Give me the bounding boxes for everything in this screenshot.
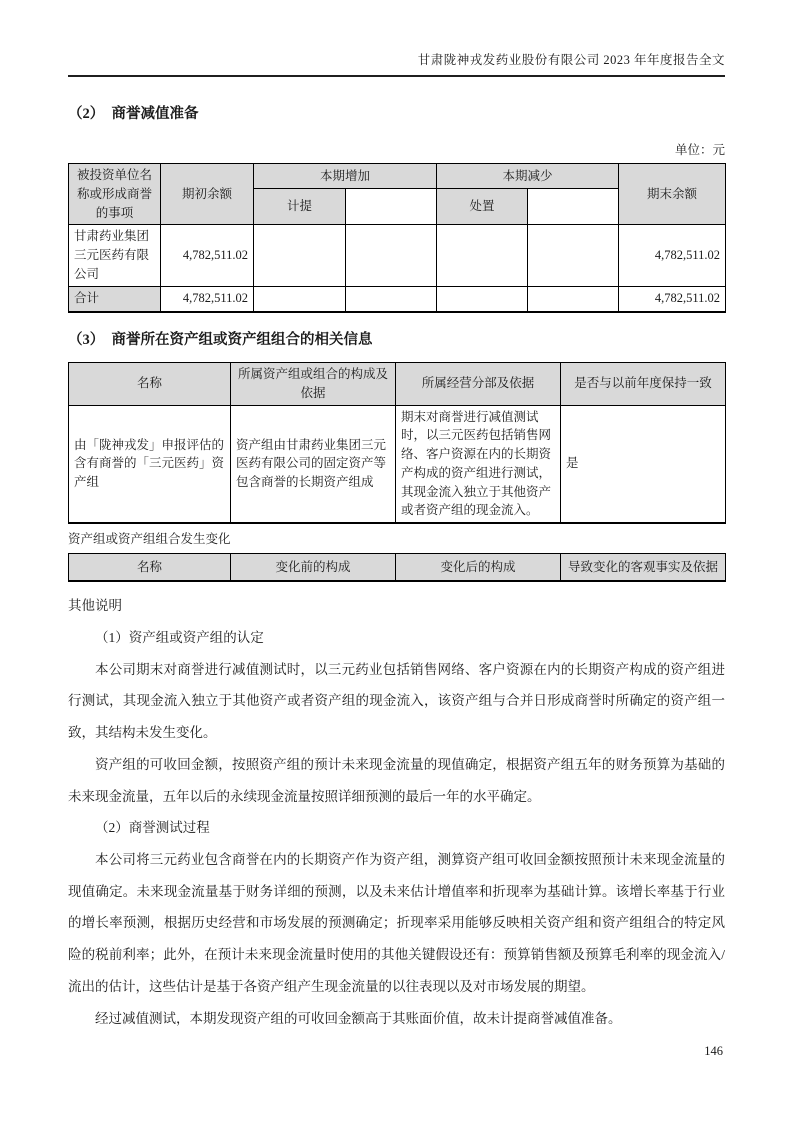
col-header-composition: 所属资产组或组合的构成及依据 — [231, 363, 396, 406]
other-notes-section — [68, 590, 725, 1034]
goodwill-impairment-table — [68, 163, 726, 313]
cell-asset-group-segment: 期末对商誉进行减值测试时，以三元医药包括销售网络、客户资源在内的长期资产构成的资产组进行测试，其现金流入独立于其他资产或者资产组的现金流入。 — [396, 405, 561, 523]
col-header-disposal: 处置 — [437, 189, 528, 225]
col-header-name: 名称 — [69, 363, 231, 406]
paragraph-goodwill-test-title: （2）商誉测试过程 — [95, 820, 210, 836]
page-header — [68, 0, 725, 68]
table-row — [69, 405, 726, 523]
paragraph-goodwill-test-body: 本公司将三元药业包含商誉在内的长期资产作为资产组，测算资产组可收回金额按照预计未来现金流量的现值确定。未来现金流量基于财务详细的预测，以及未来估计增值率和折现率为基础计算。该增长率基于行业的增长率预测，根据历史经营和市场发展的预测确定；折现率采用能够反映相关资产组和资产组组合的特定风险的税前利率；此外，在预计未来现金流量时使用的其他关键假设还有：预算销售额及预算毛利率的现金流入/流出的估计，这些估计是基于各资产组产生现金流量的以往表现以及对市场发展的期望。 — [68, 852, 725, 994]
cell-opening-balance: 4,782,511.02 — [161, 225, 254, 286]
cell-total-closing: 4,782,511.02 — [619, 286, 726, 312]
cell-asset-group-consistent: 是 — [561, 405, 726, 523]
table-row — [69, 225, 726, 286]
cell-asset-group-name: 由「陇神戎发」申报评估的含有商誉的「三元医药」资产组 — [69, 405, 231, 523]
table-row-total — [69, 286, 726, 312]
unit-label: 单位：元 — [674, 143, 725, 157]
col-header-provision: 计提 — [254, 189, 346, 225]
col-header-segment: 所属经营分部及依据 — [396, 363, 561, 406]
paragraph-recoverable-amount: 资产组的可收回金额，按照资产组的预计未来现金流量的现值确定，根据资产组五年的财务预算为基础的未来现金流量，五年以后的永续现金流量按照详细预测的最后一年的水平确定。 — [68, 756, 725, 804]
col-header-increase-group: 本期增加 — [254, 164, 437, 189]
col-header-consistent: 是否与以前年度保持一致 — [561, 363, 726, 406]
col-header-change-before: 变化前的构成 — [231, 553, 396, 581]
cell-asset-group-composition: 资产组由甘肃药业集团三元医药有限公司的固定资产等包含商誉的长期资产组成 — [231, 405, 396, 523]
asset-group-change-note: 资产组或资产组组合发生变化 — [68, 532, 231, 546]
col-header-change-after: 变化后的构成 — [396, 553, 561, 581]
cell-decrease-other — [528, 225, 619, 286]
col-header-change-reason: 导致变化的客观事实及依据 — [561, 553, 726, 581]
cell-total-increase-other — [346, 286, 437, 312]
col-header-decrease-blank — [528, 189, 619, 225]
header-title: 甘肃陇神戎发药业股份有限公司 2023 年年度报告全文 — [417, 53, 725, 67]
cell-entity-name: 甘肃药业集团三元医药有限公司 — [69, 225, 161, 286]
other-notes-label: 其他说明 — [68, 598, 122, 614]
cell-total-label: 合计 — [69, 286, 161, 312]
page-number: 146 — [704, 1044, 723, 1058]
col-header-change-name: 名称 — [69, 553, 231, 581]
cell-closing-balance: 4,782,511.02 — [619, 225, 726, 286]
col-header-invested-unit: 被投资单位名称或形成商誉的事项 — [69, 164, 161, 225]
col-header-opening-balance: 期初余额 — [161, 164, 254, 225]
asset-group-info-table — [68, 362, 726, 524]
cell-provision — [254, 225, 346, 286]
paragraph-impairment-conclusion: 经过减值测试，本期发现资产组的可收回金额高于其账面价值，故未计提商誉减值准备。 — [95, 1010, 622, 1026]
paragraph-asset-group-definition-body: 本公司期末对商誉进行减值测试时，以三元药业包括销售网络、客户资源在内的长期资产构成的资产组进行测试，其现金流入独立于其他资产或者资产组的现金流入，该资产组与合并日形成商誉时所确定的资产组一致，其结构未发生变化。 — [68, 661, 725, 741]
col-header-decrease-group: 本期减少 — [437, 164, 619, 189]
cell-total-decrease-other — [528, 286, 619, 312]
asset-group-change-table — [68, 553, 726, 583]
paragraph-asset-group-definition-title: （1）资产组或资产组的认定 — [95, 629, 264, 645]
cell-total-opening: 4,782,511.02 — [161, 286, 254, 312]
header-rule — [68, 75, 725, 77]
col-header-increase-blank — [346, 189, 437, 225]
cell-total-disposal — [437, 286, 528, 312]
cell-increase-other — [346, 225, 437, 286]
cell-disposal — [437, 225, 528, 286]
section-3-heading: （3） 商誉所在资产组或资产组组合的相关信息 — [68, 332, 373, 348]
cell-total-provision — [254, 286, 346, 312]
col-header-closing-balance: 期末余额 — [619, 164, 726, 225]
section-2-heading: （2） 商誉减值准备 — [68, 106, 199, 122]
